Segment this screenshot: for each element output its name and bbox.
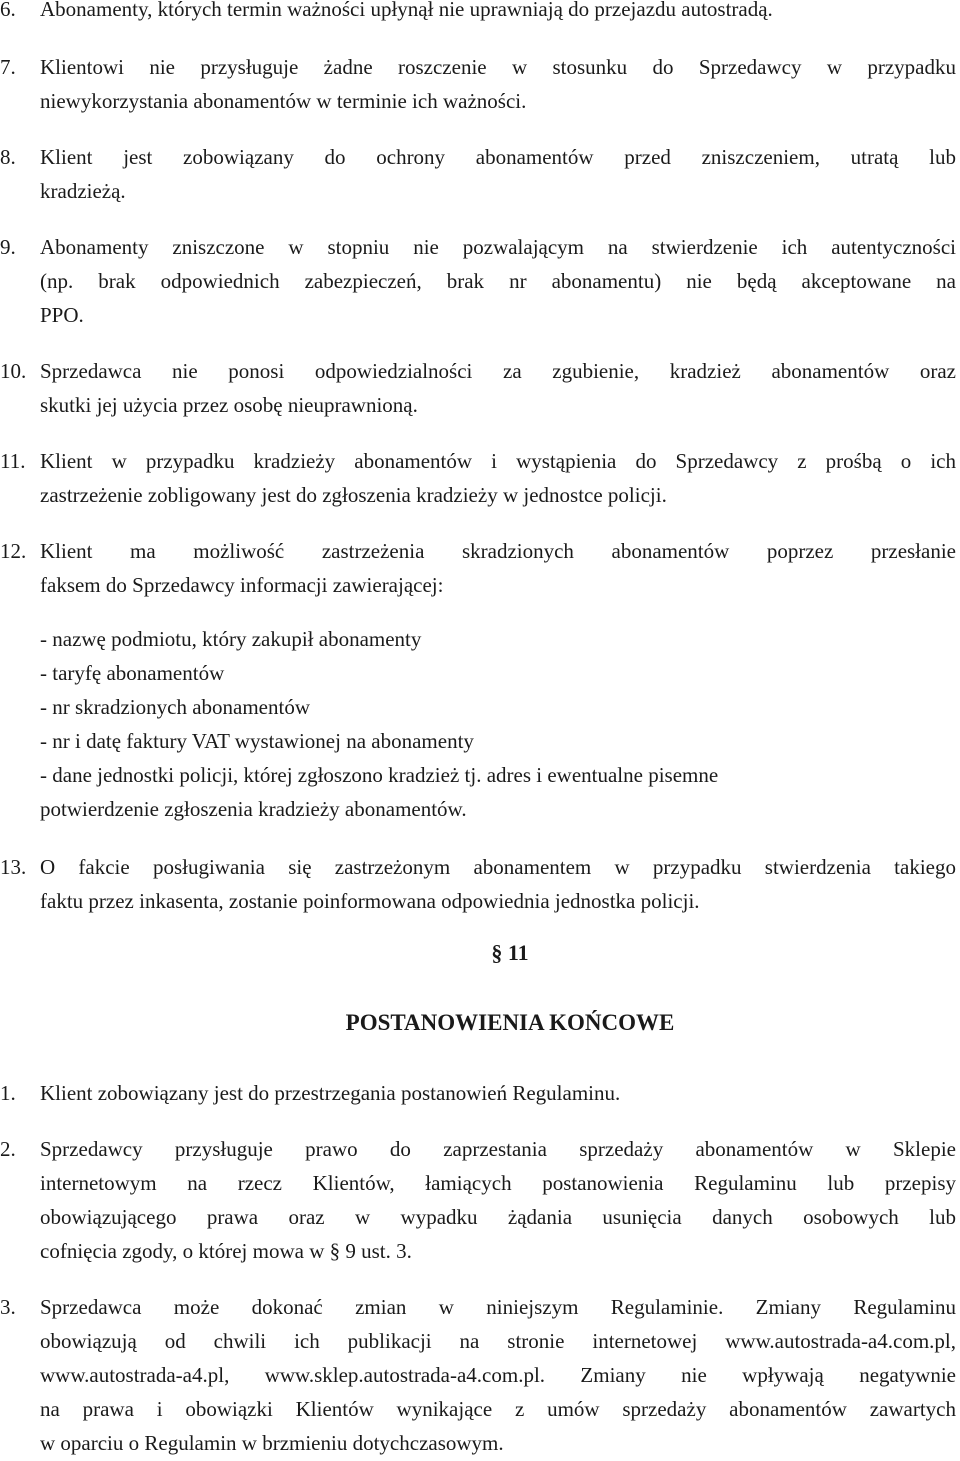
text-line: kradzieżą. [40, 179, 126, 203]
text-line: Klient w przypadku kradzieży abonamentów i wystąpienia do Sprzedawcy z prośbą o ich [40, 449, 956, 473]
list-item-number: 10. [0, 359, 27, 383]
text-line: Abonamenty zniszczone w stopniu nie pozwalającym na stwierdzenie ich autentyczności [40, 235, 956, 259]
text-line: Sprzedawca może dokonać zmian w niniejszym Regulaminie. Zmiany Regulaminu [40, 1295, 956, 1319]
text-line: obowiązującego prawa oraz w wypadku żądania usunięcia danych osobowych lub [40, 1205, 956, 1229]
text-line: internetowym na rzecz Klientów, łamiących postanowienia Regulaminu lub przepisy [40, 1171, 956, 1195]
text-line: na prawa i obowiązki Klientów wynikające z umów sprzedaży abonamentów zawartych [40, 1397, 956, 1421]
text-line: Sprzedawcy przysługuje prawo do zaprzestania sprzedaży abonamentów w Sklepie [40, 1137, 956, 1161]
text-line: PPO. [40, 303, 84, 327]
list-item-number: 1. [0, 1081, 16, 1105]
text-line: www.autostrada-a4.pl, www.sklep.autostrada-a4.com.pl. Zmiany nie wpływają negatywnie [40, 1363, 956, 1387]
text-line: faksem do Sprzedawcy informacji zawierającej: [40, 573, 444, 597]
text-line: Klientowi nie przysługuje żadne roszczenie w stosunku do Sprzedawcy w przypadku [40, 55, 956, 79]
list-item-text [40, 230, 956, 332]
list-item-text [40, 534, 956, 602]
text-line: (np. brak odpowiednich zabezpieczeń, brak nr abonamentu) nie będą akceptowane na [40, 269, 956, 293]
text-line: Klient jest zobowiązany do ochrony abonamentów przed zniszczeniem, utratą lub [40, 145, 956, 169]
text-line: niewykorzystania abonamentów w terminie ich ważności. [40, 89, 527, 113]
list-item-text [40, 354, 956, 422]
text-line: zastrzeżenie zobligowany jest do zgłoszenia kradzieży w jednostce policji. [40, 483, 667, 507]
section-number: § 11 [491, 940, 529, 965]
text-line: faktu przez inkasenta, zostanie poinformowana odpowiednia jednostka policji. [40, 889, 700, 913]
list-item-number: 3. [0, 1295, 16, 1319]
list-item-number: 8. [0, 145, 16, 169]
bullet-line: - dane jednostki policji, której zgłoszono kradzież tj. adres i ewentualne pisemne [40, 763, 719, 787]
list-item-text [40, 1132, 956, 1268]
list-item-text [40, 50, 956, 118]
list-item-number: 9. [0, 235, 16, 259]
bullet-line: potwierdzenie zgłoszenia kradzieży abonamentów. [40, 797, 467, 821]
text-line: skutki jej użycia przez osobę nieuprawnioną. [40, 393, 418, 417]
bullet-line: - taryfę abonamentów [40, 661, 225, 685]
bullet-line: - nr i datę faktury VAT wystawionej na abonamenty [40, 729, 474, 753]
section-title: POSTANOWIENIA KOŃCOWE [345, 1010, 675, 1035]
list-item-number: 13. [0, 855, 27, 879]
text-line: cofnięcia zgody, o której mowa w § 9 ust. 3. [40, 1239, 412, 1263]
list-item-number: 2. [0, 1137, 16, 1161]
list-item-text [40, 444, 956, 512]
info-bullet-list [40, 622, 956, 826]
text-line: O fakcie posługiwania się zastrzeżonym abonamentem w przypadku stwierdzenia takiego [40, 855, 956, 879]
list-item-text [40, 850, 956, 918]
list-item-text [40, 1076, 956, 1110]
bullet-line: - nr skradzionych abonamentów [40, 695, 310, 719]
text-line: Klient ma możliwość zastrzeżenia skradzionych abonamentów poprzez przesłanie [40, 539, 956, 563]
list-item-text [40, 140, 956, 208]
list-item-number: 11. [0, 449, 26, 473]
list-item-text [40, 0, 956, 26]
text-line: obowiązują od chwili ich publikacji na stronie internetowej www.autostrada-a4.com.pl, [40, 1329, 956, 1353]
text-line: Klient zobowiązany jest do przestrzegania postanowień Regulaminu. [40, 1081, 621, 1105]
list-item-number: 7. [0, 55, 16, 79]
bullet-line: - nazwę podmiotu, który zakupił abonamenty [40, 627, 422, 651]
list-item-text [40, 1290, 956, 1460]
list-item-number: 6. [0, 0, 16, 21]
text-line: Abonamenty, których termin ważności upłynął nie uprawniają do przejazdu autostradą. [40, 0, 773, 21]
text-line: Sprzedawca nie ponosi odpowiedzialności za zgubienie, kradzież abonamentów oraz [40, 359, 956, 383]
list-item-number: 12. [0, 539, 27, 563]
text-line: w oparciu o Regulamin w brzmieniu dotychczasowym. [40, 1431, 504, 1455]
